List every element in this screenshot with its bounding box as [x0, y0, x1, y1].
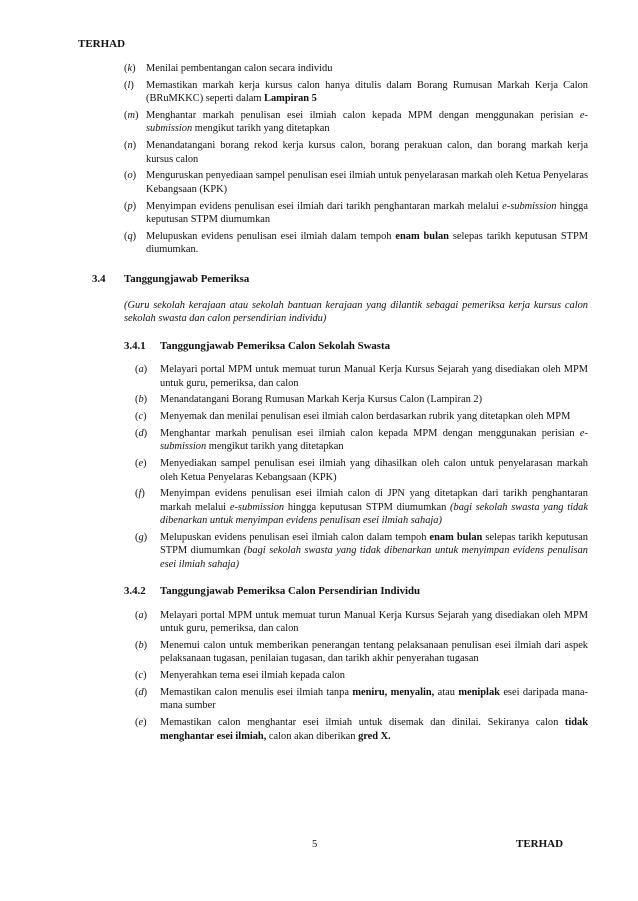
- header-classification: TERHAD: [78, 38, 126, 50]
- list-item: [135, 410, 588, 423]
- list-item: [135, 639, 588, 666]
- list-item-marker: ( m ): [124, 109, 146, 122]
- text-run: Menemui calon untuk memberikan penerangan tentang pelaksanaan penulisan esei ilmiah dari aspek pelaksanaan tugasan, penilaian tugasan, dan tarikh akhir penyerahan tugasan: [160, 639, 588, 665]
- text-run: mengikut tarikh yang ditetapkan: [192, 123, 330, 135]
- text-run: Menandatangani borang rekod kerja kursus calon, borang perakuan calon, dan borang markah kerja kursus calon: [146, 140, 588, 165]
- list-item: [135, 363, 588, 390]
- subsection-heading-1: [124, 340, 638, 353]
- text-run: Memastikan calon menulis esei ilmiah tanpa: [160, 686, 353, 698]
- text-run: meniplak: [458, 686, 500, 698]
- text-run: Menghantar markah penulisan esei ilmiah calon kepada MPM dengan menggunakan perisian: [160, 428, 580, 440]
- page-content: [0, 62, 638, 746]
- list-item: [124, 79, 588, 106]
- text-run: (bagi sekolah swasta yang tidak dibenarkan untuk menyimpan evidens penulisan esei ilmiah sahaja): [160, 501, 588, 527]
- text-run: enam bulan: [395, 230, 449, 242]
- list-item-text: [160, 410, 588, 423]
- section-number: 3.4: [92, 272, 106, 285]
- list-item-text: [160, 487, 588, 527]
- list-item-text: [146, 79, 588, 106]
- list-item-text: [160, 531, 588, 571]
- section-title: Tanggungjawab Pemeriksa: [124, 272, 250, 285]
- page-number: 5: [312, 839, 318, 850]
- list-item-text: [146, 200, 588, 227]
- list-item-marker: ( b ): [135, 639, 160, 652]
- list-item-marker: ( d ): [135, 427, 160, 440]
- text-run: Menghantar markah penulisan esei ilmiah calon kepada MPM dengan menggunakan perisian: [146, 110, 580, 121]
- text-run: Melupuskan evidens penulisan esei ilmiah calon dalam tempoh: [160, 532, 430, 544]
- section-note: (Guru sekolah kerajaan atau sekolah bantuan kerajaan yang dilantik sebagai pemeriksa kerja kursus calon sekolah swasta dan calon persendirian individu): [124, 300, 588, 325]
- list-item-marker: ( b ): [135, 393, 160, 406]
- text-run: gred X.: [358, 730, 391, 742]
- list-item-text: [146, 109, 588, 136]
- subsection-title-1: Tanggungjawab Pemeriksa Calon Sekolah Swasta: [160, 339, 390, 352]
- list-item-marker: ( f ): [135, 487, 160, 500]
- list-item: [135, 716, 588, 743]
- list-item-marker: ( a ): [135, 609, 160, 622]
- subsection-number-2: 3.4.2: [124, 585, 146, 598]
- list-item-text: [146, 139, 588, 166]
- list-item: [124, 230, 588, 257]
- list-item-marker: ( n ): [124, 139, 146, 152]
- text-run: Menyerahkan tema esei ilmiah kepada calon: [160, 670, 345, 682]
- section-heading: [92, 273, 638, 286]
- text-run: Menilai pembentangan calon secara individu: [146, 63, 333, 74]
- list-item: [124, 62, 588, 75]
- text-run: selepas tarikh keputusan STPM diumumkan.: [146, 230, 588, 256]
- list-item-marker: ( l ): [124, 79, 146, 92]
- list-item-text: [160, 363, 588, 390]
- list-item-text: [160, 669, 588, 682]
- text-run: hingga keputusan STPM diumumkan: [146, 200, 588, 226]
- text-run: Menyemak dan menilai penulisan esei ilmiah calon berdasarkan rubrik yang ditetapkan oleh MPM: [160, 411, 571, 423]
- text-run: tidak menghantar esei ilmiah,: [160, 717, 588, 742]
- subsection-number-1: 3.4.1: [124, 339, 146, 352]
- list-item: [135, 457, 588, 484]
- list-item: [135, 393, 588, 406]
- list-item: [135, 531, 588, 571]
- text-run: hingga keputusan STPM diumumkan: [284, 501, 451, 513]
- list-item-text: [146, 62, 588, 75]
- list-item-marker: ( e ): [135, 716, 160, 729]
- list-item-text: [160, 609, 588, 636]
- list-subsection-1: [0, 363, 638, 571]
- list-item-marker: ( c ): [135, 669, 160, 682]
- list-item: [124, 169, 588, 196]
- footer-classification: TERHAD: [516, 838, 564, 850]
- text-run: e-submission: [146, 110, 588, 135]
- list-item-marker: ( g ): [135, 531, 160, 544]
- list-item-text: [160, 686, 588, 713]
- list-item-marker: ( c ): [135, 410, 160, 423]
- list-item: [135, 686, 588, 713]
- text-run: atau: [434, 686, 459, 698]
- list-item-text: [160, 639, 588, 666]
- list-item-marker: ( o ): [124, 169, 146, 182]
- text-run: esei daripada mana-mana sumber: [160, 686, 588, 712]
- list-item: [124, 109, 588, 136]
- text-run: mengikut tarikh yang ditetapkan: [206, 441, 344, 453]
- list-item-text: [160, 393, 588, 406]
- subsection-title-2: Tanggungjawab Pemeriksa Calon Persendirian Individu: [160, 585, 420, 598]
- list-item: [135, 487, 588, 527]
- text-run: Melupuskan evidens penulisan esei ilmiah dalam tempoh: [146, 230, 396, 242]
- list-item-marker: ( a ): [135, 363, 160, 376]
- text-run: meniru, menyalin,: [352, 686, 435, 698]
- list-item-marker: ( d ): [135, 686, 160, 699]
- text-run: e-submission: [160, 428, 588, 453]
- text-run: Menyimpan evidens penulisan esei ilmiah calon di JPN yang ditetapkan dari tarikh penghantaran markah melalui: [160, 488, 588, 513]
- text-run: enam bulan: [429, 532, 483, 544]
- text-run: calon akan diberikan: [266, 730, 359, 742]
- list-item-marker: ( k ): [124, 62, 146, 75]
- list-item-text: [160, 427, 588, 454]
- text-run: Menandatangani Borang Rumusan Markah Kerja Kursus Calon (Lampiran 2): [160, 394, 483, 406]
- text-run: Melayari portal MPM untuk memuat turun Manual Kerja Kursus Sejarah yang disediakan oleh MPM untuk guru, pemeriksa, dan calon: [160, 609, 588, 635]
- list-item-marker: ( q ): [124, 230, 146, 243]
- list-top: [0, 62, 638, 257]
- list-item: [135, 609, 588, 636]
- text-run: Memastikan markah kerja kursus calon hanya ditulis dalam Borang Rumusan Markah Kerja Calon (BRuMKKC) seperti dalam: [146, 79, 588, 105]
- list-item: [135, 427, 588, 454]
- text-run: Menyediakan sampel penulisan esei ilmiah yang dihasilkan oleh calon untuk penyelarasan markah oleh Ketua Penyelaras Kebangsaan (KPK): [160, 458, 588, 483]
- list-item-text: [146, 169, 588, 196]
- text-run: Memastikan calon menghantar esei ilmiah untuk disemak dan dinilai. Sekiranya calon: [160, 717, 565, 729]
- list-item: [124, 200, 588, 227]
- text-run: Lampiran 5: [264, 93, 317, 105]
- list-item-text: [146, 230, 588, 257]
- list-item-marker: ( e ): [135, 457, 160, 470]
- list-item-text: [160, 716, 588, 743]
- list-item: [124, 139, 588, 166]
- list-item-text: [160, 457, 588, 484]
- list-item-marker: ( p ): [124, 200, 146, 213]
- text-run: Menyimpan evidens penulisan esei ilmiah dari tarikh penghantaran markah melalui: [146, 200, 503, 212]
- text-run: Menguruskan penyediaan sampel penulisan esei ilmiah untuk penyelarasan markah oleh Ketua Penyelaras Kebangsaan (KPK): [146, 170, 588, 195]
- subsection-heading-2: [124, 585, 638, 598]
- text-run: Melayari portal MPM untuk memuat turun Manual Kerja Kursus Sejarah yang disediakan oleh MPM untuk guru, pemeriksa, dan calon: [160, 364, 588, 389]
- text-run: (bagi sekolah swasta yang tidak dibenarkan untuk menyimpan evidens penulisan esei ilmiah sahaja): [160, 545, 588, 570]
- list-item: [135, 669, 588, 682]
- text-run: e-submission: [502, 200, 557, 212]
- text-run: selepas tarikh keputusan STPM diumumkan: [160, 532, 588, 557]
- list-subsection-2: [0, 609, 638, 743]
- text-run: e-submission: [229, 501, 285, 513]
